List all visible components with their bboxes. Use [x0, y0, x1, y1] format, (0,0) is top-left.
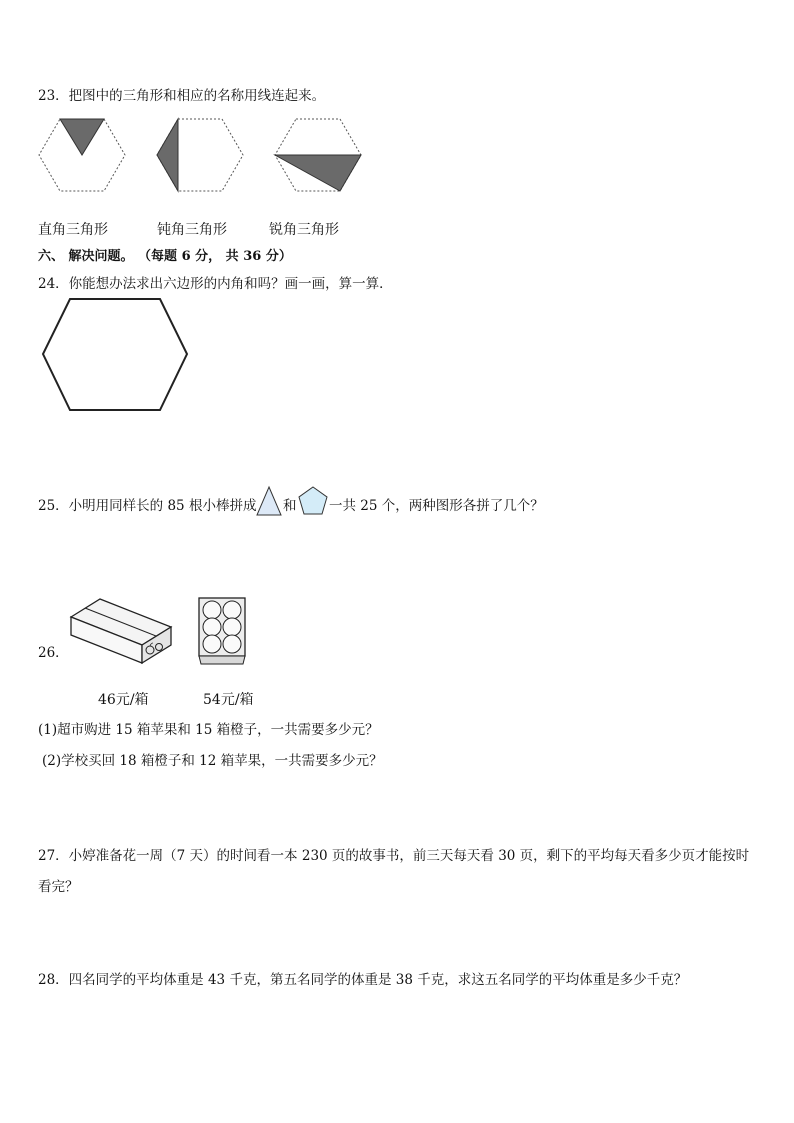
q26-sub2: (2)学校买回 18 箱橙子和 12 箱苹果，一共需要多少元？ [42, 753, 383, 769]
q23-text: 23．把图中的三角形和相应的名称用线连起来。 [38, 88, 326, 104]
q27-line1: 27．小婷准备花一周（7 天）的时间看一本 230 页的故事书，前三天每天看 30 页，剩下的平均每天看多少页才能按时 [38, 848, 750, 864]
apple-box-image [70, 597, 172, 665]
q26-sub1: (1)超市购进 15 箱苹果和 15 箱橙子，一共需要多少元？ [38, 722, 379, 738]
orange-box-image [197, 596, 247, 666]
q25-text-part1: 25．小明用同样长的 85 根小棒拼成 [38, 498, 257, 514]
q25-text-part3: 一共 25 个，两种图形各拼了几个？ [329, 498, 544, 514]
section-6-title: 六、 解决问题。 （每题 6 分， 共 36 分） [38, 249, 292, 264]
hexagon-figure-1 [38, 118, 126, 192]
hexagon-figure-2 [156, 118, 244, 192]
pentagon-icon [298, 486, 328, 516]
triangle-icon [256, 486, 282, 516]
q24-text: 24．你能想办法求出六边形的内角和吗？画一画，算一算． [38, 276, 393, 292]
large-hexagon [42, 298, 188, 412]
apple-price: 46元/箱 [98, 692, 149, 708]
q25-text-part2: 和 [283, 498, 297, 514]
label-obtuse-triangle: 钝角三角形 [157, 222, 227, 238]
orange-price: 54元/箱 [203, 692, 254, 708]
q28-text: 28．四名同学的平均体重是 43 千克，第五名同学的体重是 38 千克，求这五名同学的平均体重是多少千克？ [38, 972, 688, 988]
q27-line2: 看完？ [38, 879, 79, 895]
q26-number: 26． [38, 645, 69, 661]
label-acute-triangle: 锐角三角形 [269, 222, 339, 238]
label-right-triangle: 直角三角形 [38, 222, 108, 238]
hexagon-figure-3 [274, 118, 362, 192]
